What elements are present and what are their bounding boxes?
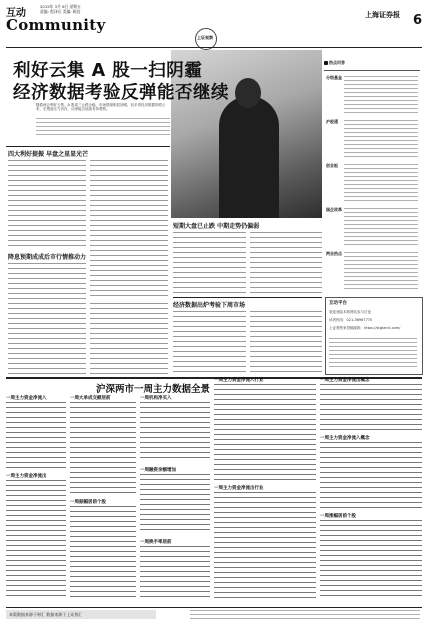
lead-headline-2: 经济数据考验反弹能否继续 <box>13 83 229 103</box>
qa-item: 创业板 <box>326 163 338 168</box>
editor-line: 责编: 程泽岳 美编: 顾良 <box>40 9 81 14</box>
right-column-label <box>324 60 345 65</box>
qa-text <box>344 76 418 114</box>
header-rule <box>6 47 422 48</box>
footer-rule <box>6 607 422 608</box>
article-2-col-1 <box>8 263 86 375</box>
data-table <box>70 402 136 494</box>
tables-banner: 沪深两市一周主力数据全景 <box>96 384 211 395</box>
data-table <box>140 474 210 534</box>
article-3-divider <box>173 297 322 298</box>
article-2-col-2 <box>90 303 168 375</box>
notice-line-3: 上证观察家投稿邮箱：https://stgtzrck.com/ <box>329 326 401 330</box>
table-title: 一周大单成交额居前 <box>70 396 111 401</box>
table-title: 一周主力资金净流入行业 <box>214 378 264 383</box>
table-title: 一周融资余额增加 <box>140 468 176 473</box>
notice-text <box>329 338 417 370</box>
article-3-col-1 <box>173 232 246 294</box>
qa-text <box>344 120 418 158</box>
notice-box <box>325 297 423 375</box>
data-table <box>320 520 422 600</box>
article-3-title: 短期大盘已止跌 中期走势仍偏弱 <box>173 223 260 230</box>
table-title: 一周振幅居前个股 <box>70 500 106 505</box>
data-table <box>6 480 66 600</box>
table-title: 一周涨幅居前个股 <box>320 514 356 519</box>
article-1-col-1 <box>8 160 86 250</box>
data-table <box>140 402 210 462</box>
lead-summary-lines <box>36 118 170 138</box>
table-title: 一周主力资金净流入概念 <box>320 436 370 441</box>
section-english-label: Community <box>6 16 106 34</box>
photo-figure <box>219 96 279 218</box>
footer-text: 本版数据来源于财汇 数据来源于上证智汇 <box>9 612 83 617</box>
table-title: 一周主力资金净流入 <box>6 396 47 401</box>
table-title: 一周换手率居前 <box>140 540 172 545</box>
notice-line-2: 读者热线：021-38967770 <box>329 318 373 322</box>
article-4-col-1 <box>173 311 246 375</box>
photo-head <box>235 78 261 108</box>
article-4-col-2 <box>250 311 322 375</box>
qa-text <box>344 208 418 246</box>
data-table <box>320 384 422 430</box>
data-table <box>214 384 316 480</box>
article-1-col-2 <box>90 160 168 300</box>
lead-headline-1: 利好云集 A 股一扫阴霾 <box>13 61 203 81</box>
square-icon <box>324 61 328 65</box>
article-1-title: 四大利好提振 早盘之星显光芒 <box>8 151 89 158</box>
table-title: 一周主力资金净流出行业 <box>214 486 264 491</box>
qa-item: 分级基金 <box>326 75 342 80</box>
data-table <box>140 546 210 600</box>
data-table <box>320 442 422 508</box>
page-number: 6 <box>412 13 422 28</box>
qa-text <box>344 252 418 290</box>
masthead <box>6 4 422 48</box>
article-2-title: 降息预期成成后市行情推动力 <box>8 254 87 261</box>
data-table <box>214 492 316 600</box>
section-label: 互动 <box>6 8 26 19</box>
article-divider <box>6 146 170 147</box>
table-title: 一周主力资金净流出 <box>6 474 47 479</box>
badge-label: 上证观察 <box>197 35 213 40</box>
qa-box <box>324 70 420 293</box>
table-title: 一周机构净买入 <box>140 396 172 401</box>
qa-text <box>344 164 418 202</box>
article-4-title: 经济数据出炉考验下周市场 <box>173 302 246 309</box>
article-3-col-2 <box>250 232 322 294</box>
table-title: 一周主力资金净流出概念 <box>320 378 370 383</box>
data-table <box>70 506 136 600</box>
data-table <box>6 402 66 468</box>
qa-item: 两会热点 <box>326 251 342 256</box>
footer-notes <box>190 610 420 619</box>
right-column-title: 热点问答 <box>329 60 345 65</box>
notice-title: 互动平台 <box>329 301 347 306</box>
qa-item: 沪股通 <box>326 119 338 124</box>
qa-item: 国企改革 <box>326 207 342 212</box>
paper-name: 上海证券报 <box>365 11 400 19</box>
date-line: 2015年 3月 6日 星期五 <box>40 4 81 9</box>
footer-bar <box>6 610 156 619</box>
notice-line-1: 欢迎登陆本报网站参与讨论 <box>329 310 371 314</box>
lead-summary: 随着两会利好云集，A 股周三止跌企稳，市场情绪明显回暖。但多项经济数据即将公布，宏观面压力仍存，反弹能否延续有待观察。 <box>36 103 166 112</box>
